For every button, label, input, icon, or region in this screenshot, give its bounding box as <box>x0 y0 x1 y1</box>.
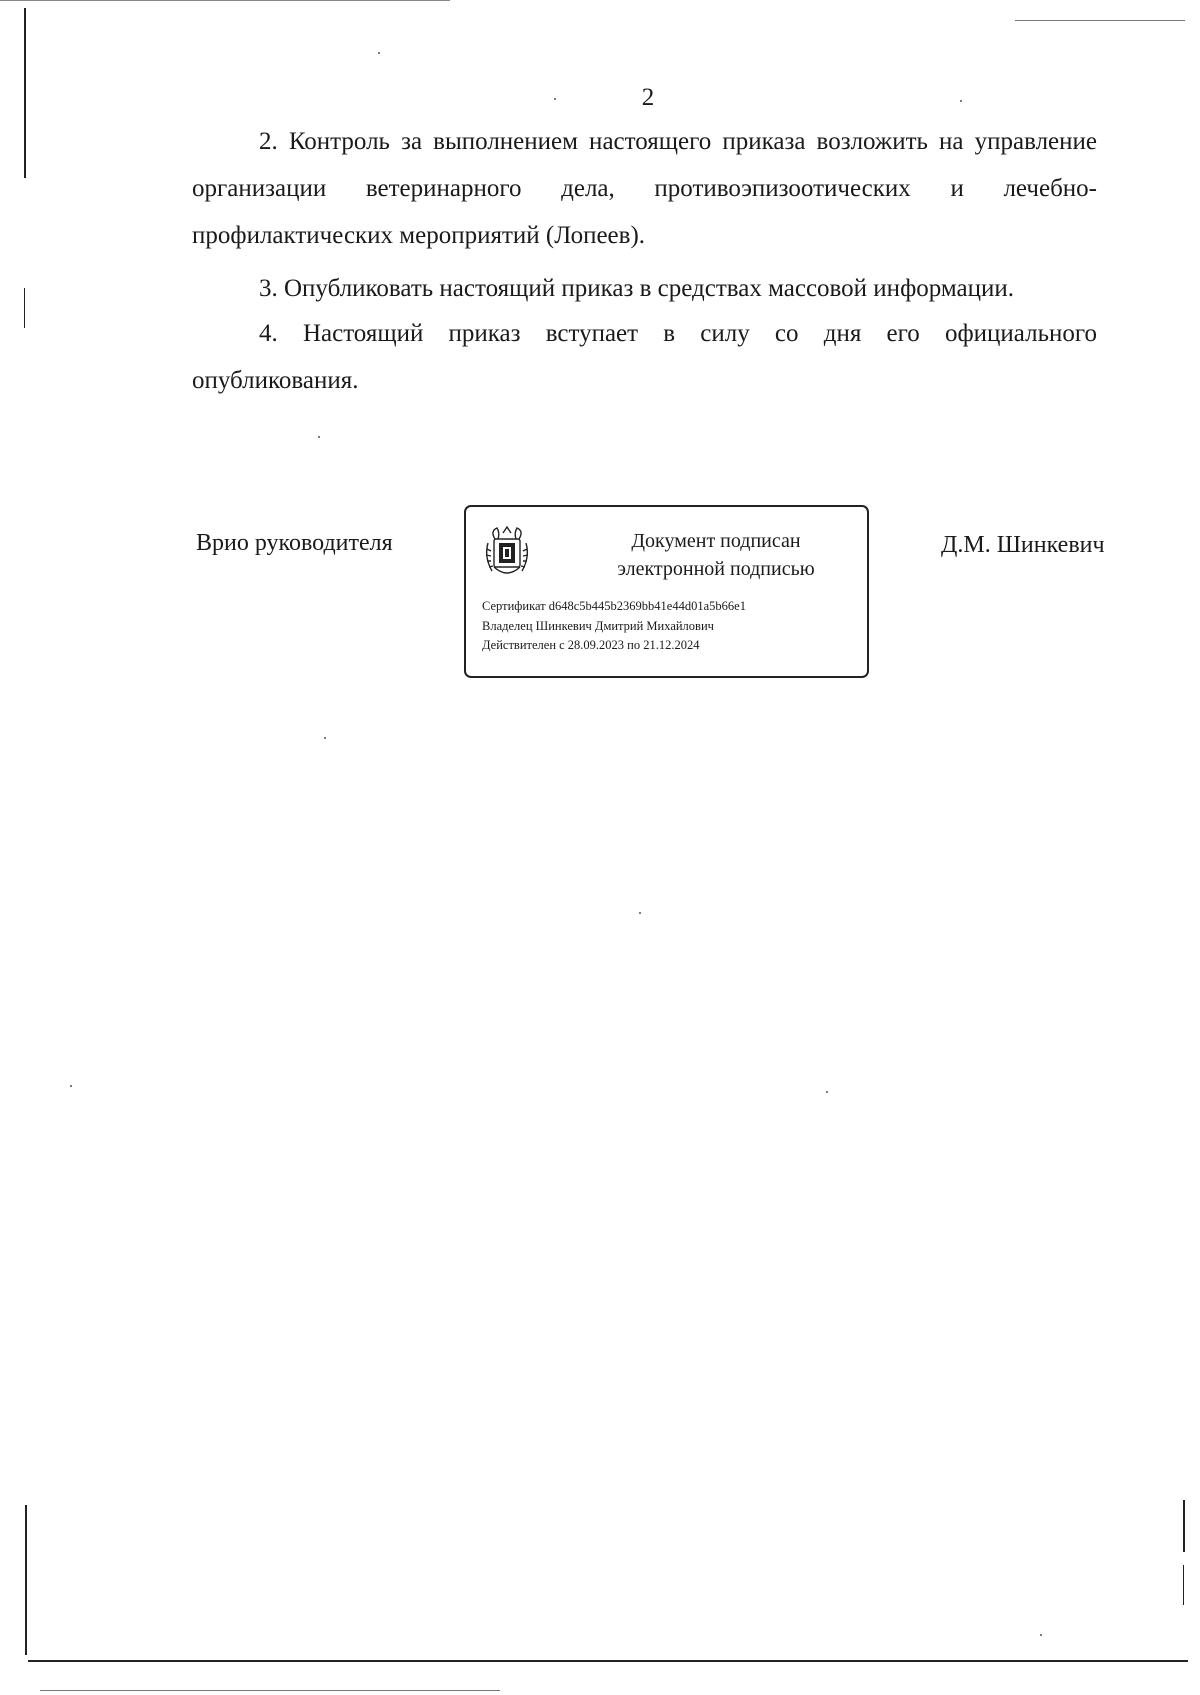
page-number: 2 <box>641 84 655 111</box>
paragraph-3: 3. Опубликовать настоящий приказ в средствах массовой информации. <box>259 275 1015 302</box>
scan-speck <box>554 98 556 100</box>
coat-of-arms-icon <box>482 525 532 581</box>
paragraph-4: 4. Настоящий приказ вступает в силу со дня его официального опубликования. <box>192 320 1097 394</box>
scan-speck <box>960 100 962 102</box>
stamp-title-line1: Документ подписан <box>631 530 801 552</box>
paragraph-2: 2. Контроль за выполнением настоящего приказа возложить на управление организации ветеринарного дела, противоэпизоотических и лечебно-профилактических мероприятий (Лопеев). <box>192 128 1097 249</box>
scan-speck <box>70 1085 72 1087</box>
scan-edge-line <box>25 1505 27 1655</box>
stamp-owner: Владелец Шинкевич Дмитрий Михайлович <box>482 619 714 633</box>
scan-edge-line <box>1183 1565 1184 1605</box>
scan-speck <box>826 1091 828 1093</box>
scan-speck <box>318 436 320 438</box>
signatory-role: Врио руководителя <box>196 530 393 556</box>
scan-speck <box>1040 1634 1042 1636</box>
stamp-validity: Действителен с 28.09.2023 по 21.12.2024 <box>482 638 700 652</box>
stamp-title-line2: электронной подписью <box>617 558 815 580</box>
scan-edge-line <box>24 288 25 328</box>
scan-edge-line <box>24 8 26 178</box>
scan-bottom-line <box>28 1660 1188 1662</box>
signatory-name: Д.М. Шинкевич <box>941 532 1105 558</box>
stamp-title <box>566 527 866 583</box>
scan-top-line <box>0 0 450 1</box>
scan-edge-line <box>1183 1500 1185 1552</box>
scan-top-line <box>1015 20 1185 21</box>
scan-speck <box>639 912 641 914</box>
scan-speck <box>378 52 380 54</box>
scan-bottom-line <box>40 1690 500 1691</box>
electronic-signature-stamp <box>464 505 869 678</box>
stamp-certificate: Сертификат d648c5b445b2369bb41e44d01a5b66e1 <box>482 599 746 613</box>
scan-speck <box>324 737 326 739</box>
